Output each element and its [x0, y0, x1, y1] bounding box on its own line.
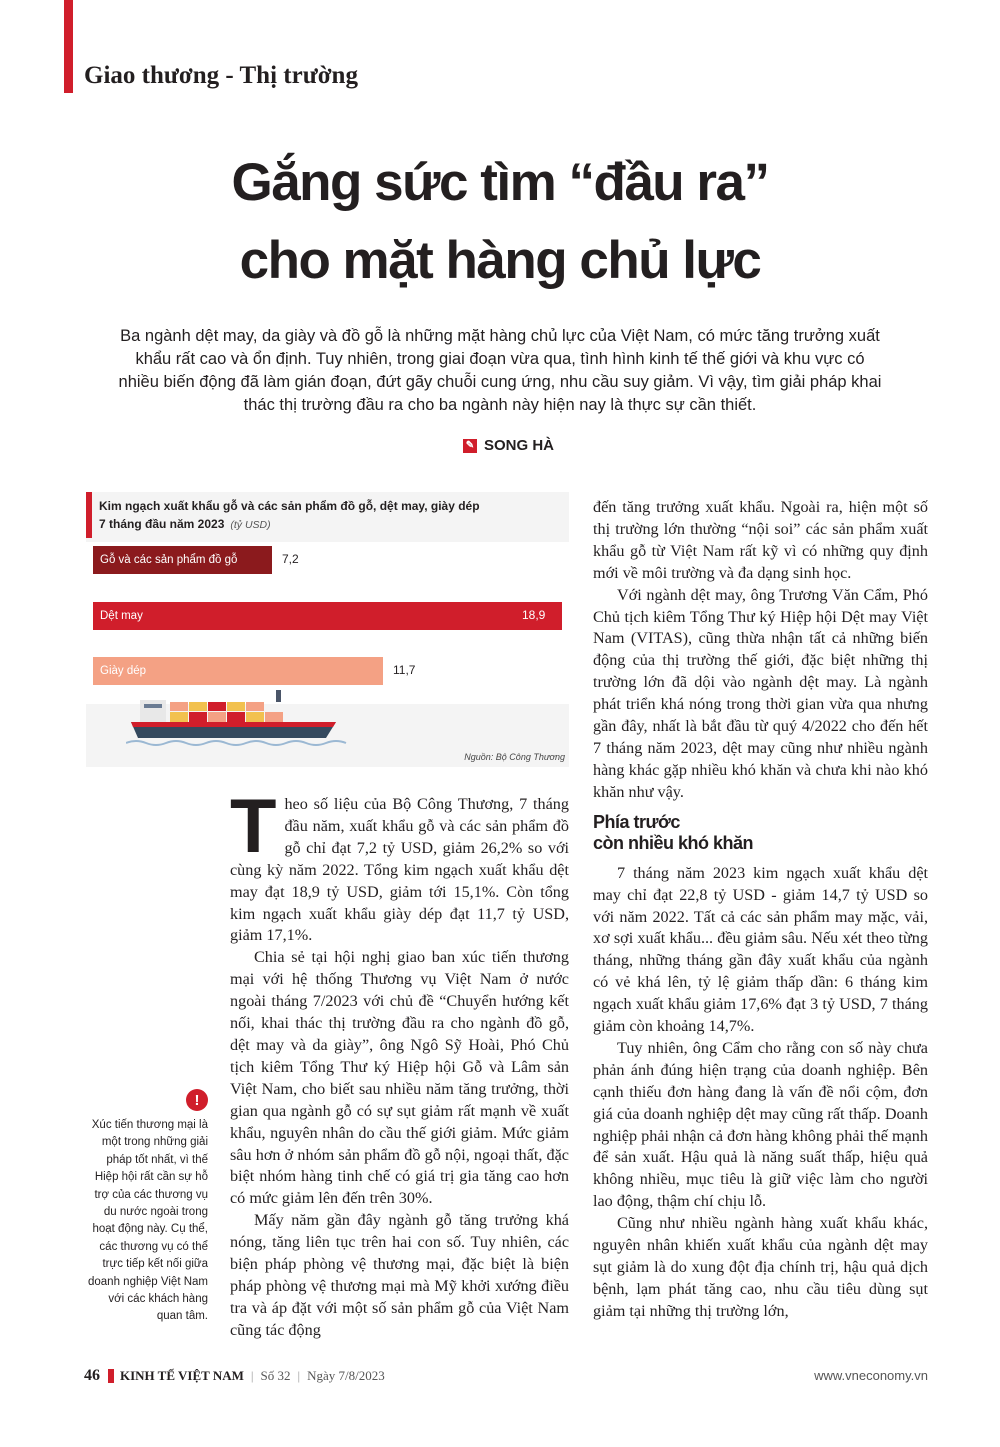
- article-title-line-2: cho mặt hàng chủ lực: [239, 231, 761, 290]
- page-footer: [84, 1367, 385, 1385]
- col1-paragraph-1-text: heo số liệu của Bộ Công Thương, 7 tháng đầu năm, xuất khẩu gỗ và các sản phẩm đồ gỗ chỉ đạt 7,2 tỷ USD, giảm 26,2% so với cùng kỳ năm 2022. Tổng kim ngạch xuất khẩu dệt may đạt 18,9 tỷ USD, giảm tới 15,1%. Còn tổng kim ngạch xuất khẩu giày dép đạt 11,7 tỷ USD, giảm 17,1%.: [230, 795, 569, 945]
- col2-paragraph-2: Với ngành dệt may, ông Trương Văn Cẩm, Phó Chủ tịch kiêm Tổng Thư ký Hiệp hội Dệt may Việt Nam (VITAS), cũng thừa nhận tất cả những biến động của thị trường thế giới, đặc biệt những thị trường lớn đã dội vào ngành dệt may. Là ngành phát triển khá nóng trong thời gian vừa qua nhưng gần đây, nhất là bắt đầu từ quý 4/2022 cho đến hết 7 tháng năm 2023, dệt may cũng như nhiều ngành hàng khác gặp nhiều khó khăn và chưa khi nào khó khăn như vậy.: [593, 585, 928, 801]
- subheading-line-2: còn nhiều khó khăn: [593, 832, 754, 853]
- col2-paragraph-3: 7 tháng năm 2023 kim ngạch xuất khẩu dệt may chỉ đạt 22,8 tỷ USD - giảm 14,7 tỷ USD so với năm 2022. Tất cả các sản phẩm may mặc, vải, xơ sợi xuất khẩu... đều giảm sâu. Nếu xét theo từng tháng, những tháng gần đây xuất khẩu của ngành có vẻ khá lên, tỷ lệ giảm thấp dần: 6 tháng kim ngạch xuất khẩu giảm 17,6% đạt 3 tỷ USD, 7 tháng giảm còn khoảng 14,7%.: [593, 863, 928, 1036]
- footer-separator: |: [250, 1368, 254, 1383]
- issue-date: Ngày 7/8/2023: [307, 1368, 385, 1383]
- chart-bar-label: Dệt may: [100, 610, 143, 622]
- chart-bar-label: Giày dép: [100, 665, 147, 677]
- chart-value-label: 18,9: [522, 608, 546, 622]
- chart-value-label: 11,7: [393, 663, 416, 677]
- author-byline: [463, 437, 554, 454]
- exclamation-icon: !: [186, 1089, 208, 1111]
- section-label: Giao thương - Thị trường: [84, 62, 358, 89]
- page-number: 46: [84, 1367, 100, 1384]
- export-chart: [86, 492, 569, 767]
- chart-bar: [93, 546, 272, 574]
- cargo-ship-icon: [126, 690, 426, 750]
- chart-bar-label: Gỗ và các sản phẩm đồ gỗ: [100, 554, 238, 566]
- col2-paragraph-4: Tuy nhiên, ông Cẩm cho rằng con số này chưa phản ánh đúng hiện trạng của doanh nghiệp. Bên cạnh thiếu đơn hàng đang là vấn đề nổi cộm, đơn giá của doanh nghiệp dệt may cũng rất thấp. Doanh nghiệp phải nhận cả đơn hàng không phải thế mạnh để sản xuất. Hậu quả là năng suất thấp, hiệu quả không nhiều, mục tiêu là giữ việc làm cho người lao động, thậm chí chịu lỗ.: [593, 1038, 928, 1211]
- article-column-2: [593, 497, 928, 1323]
- side-note: Xúc tiến thương mại là một trong những giải pháp tốt nhất, vì thế Hiệp hội rất cần sự hỗ trợ của các thương vụ du nước ngoài trong hoạt động này. Cụ thể, các thương vụ có thể trực tiếp kết nối giữa doanh nghiệp Việt Nam với các khách hàng quan tâm.: [88, 1119, 208, 1323]
- col2-paragraph-1: đến tăng trưởng xuất khẩu. Ngoài ra, hiện một số thị trường lớn thường “nội soi” các sản phẩm xuất khẩu gỗ từ Việt Nam rất kỹ vì có những quy định mới về môi trường và đa dạng sinh học.: [593, 498, 928, 582]
- chart-source: Nguồn: Bộ Công Thương: [464, 752, 565, 762]
- section-marker-bar: [64, 0, 73, 93]
- subheading-line-1: Phía trước: [593, 811, 680, 832]
- author-name: SONG HÀ: [484, 437, 555, 454]
- magazine-name: KINH TẾ VIỆT NAM: [120, 1368, 244, 1383]
- chart-value-label: 7,2: [282, 552, 299, 566]
- col1-paragraph-1: [230, 784, 569, 947]
- chart-plot-area: [86, 542, 569, 704]
- footer-red-mark: [108, 1369, 114, 1383]
- col1-paragraph-3: Mấy năm gần đây ngành gỗ tăng trưởng khá nóng, tăng liên tục trên hai con số. Tuy nhiên, các biện pháp phòng vệ thương mại, đặc biệt là biện pháp phòng vệ thương mại mà Mỹ khởi xướng điều tra và áp đặt với một số sản phẩm gỗ của Việt Nam cũng tác động: [230, 1211, 569, 1339]
- drop-cap: T: [230, 784, 277, 869]
- article-title-line-1: Gắng sức tìm “đầu ra”: [231, 153, 769, 212]
- chart-header: [86, 492, 569, 538]
- pen-icon: ✎: [463, 439, 477, 453]
- article-lead: Ba ngành dệt may, da giày và đồ gỗ là những mặt hàng chủ lực của Việt Nam, có mức tăng trưởng xuất khẩu rất cao và ổn định. Tuy nhiên, trong giai đoạn vừa qua, tình hình kinh tế thế giới và khu vực có nhiều biến động đã làm gián đoạn, đứt gãy chuỗi cung ứng, nhu cầu suy giảm. Vì vậy, tìm giải pháp khai thác thị trường đầu ra cho ba ngành này hiện nay là thực sự cần thiết.: [118, 327, 882, 414]
- chart-unit: (tỷ USD): [230, 519, 271, 531]
- footer-separator: |: [297, 1368, 301, 1383]
- article-column-1: [230, 784, 569, 1342]
- issue-number: Số 32: [260, 1368, 291, 1383]
- chart-title-line-2: 7 tháng đầu năm 2023: [99, 517, 225, 531]
- website-url: www.vneconomy.vn: [814, 1368, 928, 1383]
- col1-paragraph-2: Chia sẻ tại hội nghị giao ban xúc tiến thương mại với hệ thống Thương vụ Việt Nam ở nước ngoài tháng 7/2023 với chủ đề “Chuyển hướng kết nối, khai thác thị trường đầu ra cho ngành đồ gỗ, dệt may và da giày”, ông Ngô Sỹ Hoài, Phó Chủ tịch kiêm Tổng Thư ký Hiệp hội Gỗ và Lâm sản Việt Nam, cho biết sau nhiều năm tăng trưởng, thời gian qua ngành gỗ có sự sụt giảm rất mạnh về xuất khẩu, nguyên nhân do cầu thế giới giảm. Mức giảm sâu hơn ở nhóm sản phẩm đồ gỗ nội, ngoại thất, đặc biệt nhóm hàng tinh chế có giá trị gia tăng cao hơn có mức giảm lên đến trên 30%.: [230, 948, 569, 1208]
- col2-paragraph-5: Cũng như nhiều ngành hàng xuất khẩu khác, nguyên nhân khiến xuất khẩu của ngành dệt may sụt giảm là do xung đột địa chính trị, hậu quả dịch bệnh, lạm phát tăng cao, nhu cầu tiêu dùng sụt giảm tại những thị trường lớn,: [593, 1214, 928, 1320]
- subheading: [593, 812, 928, 854]
- chart-title-line-1: Kim ngạch xuất khẩu gỗ và các sản phẩm đồ gỗ, dệt may, giày dép: [99, 499, 480, 513]
- chart-bar: [93, 602, 562, 630]
- chart-bar: [93, 657, 383, 685]
